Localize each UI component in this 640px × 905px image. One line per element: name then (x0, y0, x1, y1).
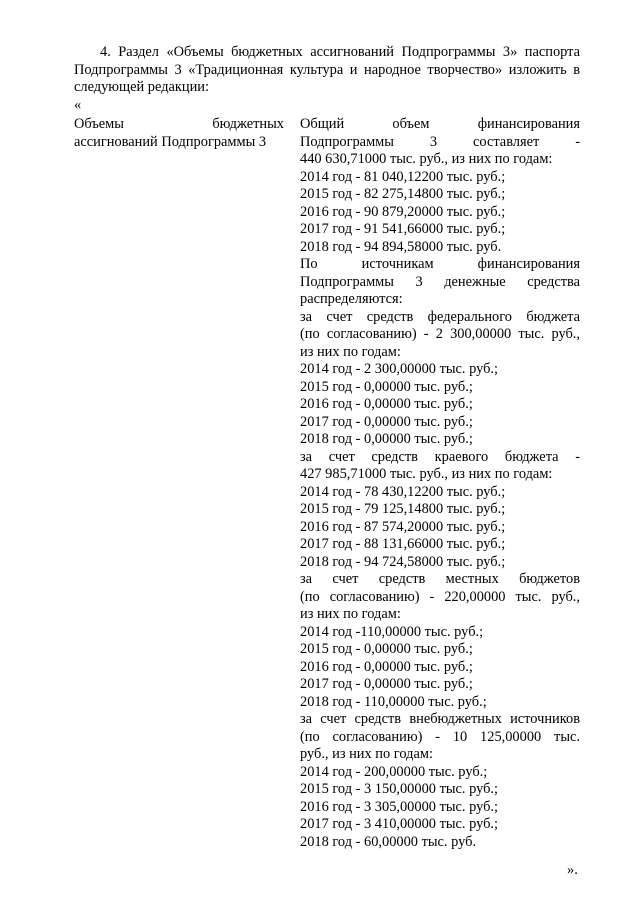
closing-quote: ». (567, 862, 578, 878)
extrabudget-year-line: 2016 год - 3 305,00000 тыс. руб.; (300, 798, 499, 815)
extrabudget-line: руб., из них по годам: (300, 746, 433, 762)
total-year-line: 2015 год - 82 275,14800 тыс. руб.; (300, 186, 506, 202)
intro-paragraph: 4. Раздел «Объемы бюджетных ассигнований Подпрограммы 3» паспорта Подпрограммы 3 «Традиционная культура и народное творчество» изложить в следующей редакции: (74, 44, 580, 95)
regional-year-line: 2015 год - 79 125,14800 тыс. руб.; (300, 501, 506, 517)
extrabudget-year-line: 2018 год - 60,00000 тыс. руб. (300, 833, 477, 850)
total-year-line: 2016 год - 90 879,20000 тыс. руб.; (300, 203, 506, 220)
regional-line: за счет средств краевого бюджета - (300, 448, 580, 465)
regional-year-line: 2014 год - 78 430,12200 тыс. руб.; (300, 483, 506, 500)
federal-year-line: 2017 год - 0,00000 тыс. руб.; (300, 413, 473, 430)
sources-line: По источникам финансирования (300, 256, 580, 272)
extrabudget-year-line: 2017 год - 3 410,00000 тыс. руб.; (300, 816, 499, 832)
extrabudget-line: за счет средств внебюджетных источников (300, 711, 580, 727)
left-cell-line: ассигнований Подпрограммы 3 (74, 133, 267, 150)
federal-year-line: 2016 год - 0,00000 тыс. руб.; (300, 396, 473, 412)
federal-year-line: 2014 год - 2 300,00000 тыс. руб.; (300, 361, 499, 377)
total-line: Подпрограммы 3 составляет - (300, 133, 580, 150)
extrabudget-year-line: 2015 год - 3 150,00000 тыс. руб.; (300, 781, 499, 797)
table-right-cell (300, 116, 580, 851)
opening-quote: « (74, 97, 82, 113)
federal-year-line: 2015 год - 0,00000 тыс. руб.; (300, 378, 473, 395)
local-year-line: 2014 год -110,00000 тыс. руб.; (300, 623, 484, 640)
extrabudget-line: (по согласованию) - 10 125,00000 тыс. (300, 728, 580, 745)
total-year-line: 2017 год - 91 541,66000 тыс. руб.; (300, 221, 506, 237)
local-year-line: 2018 год - 110,00000 тыс. руб.; (300, 693, 487, 710)
federal-line: (по согласованию) - 2 300,00000 тыс. руб., (300, 326, 580, 342)
federal-year-line: 2018 год - 0,00000 тыс. руб.; (300, 431, 473, 447)
federal-line: за счет средств федерального бюджета (300, 308, 580, 325)
local-line: из них по годам: (300, 606, 401, 622)
table-left-cell (74, 116, 284, 151)
extrabudget-year-line: 2014 год - 200,00000 тыс. руб.; (300, 763, 488, 780)
federal-line: из них по годам: (300, 343, 401, 360)
total-year-line: 2014 год - 81 040,12200 тыс. руб.; (300, 168, 506, 185)
local-line: (по согласованию) - 220,00000 тыс. руб., (300, 588, 580, 605)
total-line: 440 630,71000 тыс. руб., из них по годам: (300, 151, 553, 167)
sources-line: распределяются: (300, 291, 403, 307)
local-line: за счет средств местных бюджетов (300, 571, 580, 587)
local-year-line: 2017 год - 0,00000 тыс. руб.; (300, 676, 473, 692)
sources-line: Подпрограммы 3 денежные средства (300, 273, 580, 290)
left-cell-line: Объемы бюджетных (74, 116, 284, 132)
local-year-line: 2016 год - 0,00000 тыс. руб.; (300, 658, 473, 675)
local-year-line: 2015 год - 0,00000 тыс. руб.; (300, 641, 473, 657)
regional-year-line: 2016 год - 87 574,20000 тыс. руб.; (300, 518, 506, 535)
total-year-line: 2018 год - 94 894,58000 тыс. руб. (300, 238, 502, 255)
total-line: Общий объем финансирования (300, 116, 580, 132)
regional-line: 427 985,71000 тыс. руб., из них по годам: (300, 466, 553, 482)
regional-year-line: 2018 год - 94 724,58000 тыс. руб.; (300, 553, 506, 570)
regional-year-line: 2017 год - 88 131,66000 тыс. руб.; (300, 536, 506, 552)
